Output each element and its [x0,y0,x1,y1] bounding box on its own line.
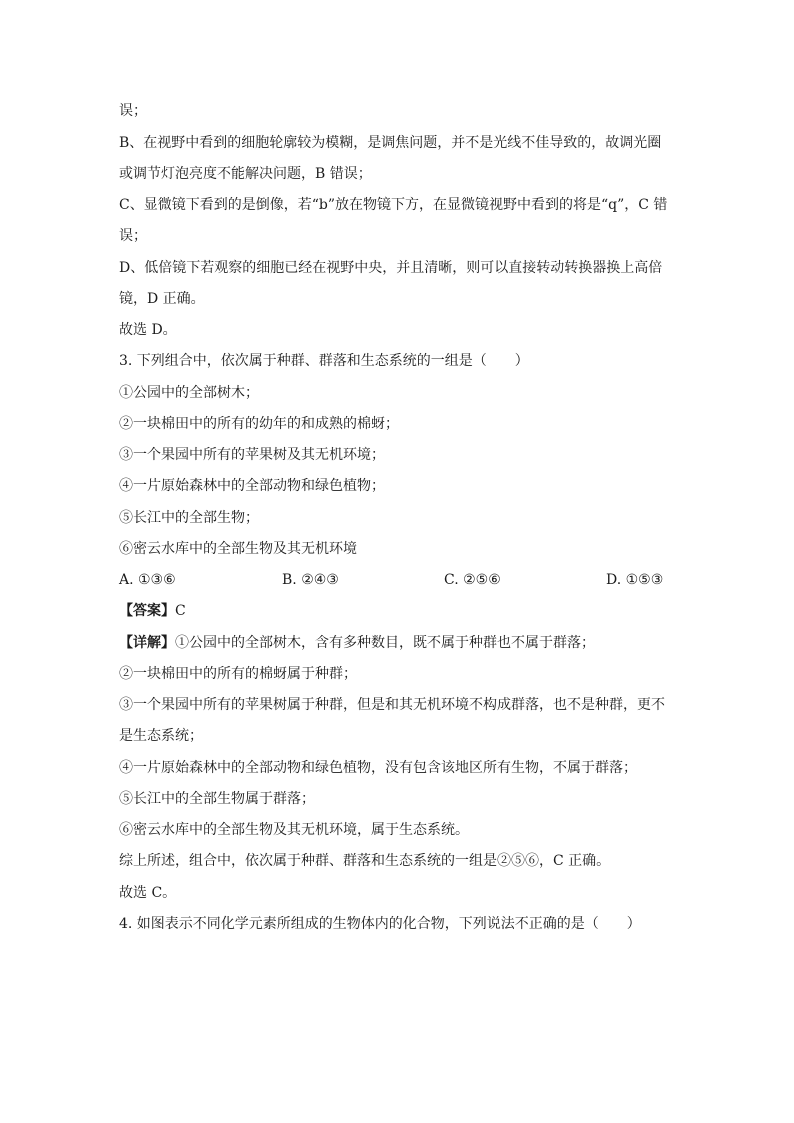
option-d: D. ①⑤③ [606,572,664,588]
text-line: ③一个果园中所有的苹果树属于种群，但是和其无机环境不构成群落，也不是种群，更不 [119,697,665,713]
text-line: ①公园中的全部树木； [119,385,259,401]
answer-line [119,601,186,621]
text-line: 镜，D 正确。 [119,291,205,307]
text-line: 故选 C。 [119,885,177,901]
answer-text: C [175,603,186,619]
text-line: ⑤长江中的全部生物； [119,510,259,526]
question-4-stem: 4. 如图表示不同化学元素所组成的生物体内的化合物，下列说法不正确的是（ ） [119,916,641,932]
detail-text: ①公园中的全部树木，含有多种数目，既不属于种群也不属于群落； [175,635,595,651]
text-line: 是生态系统； [119,728,203,744]
text-line: ④一片原始森林中的全部动物和绿色植物； [119,478,385,494]
text-line: D、低倍镜下若观察的细胞已经在视野中央，并且清晰，则可以直接转动转换器换上高倍 [119,260,663,276]
text-line: 误； [119,103,147,119]
text-line: ⑤长江中的全部生物属于群落； [119,791,315,807]
text-line: ④一片原始森林中的全部动物和绿色植物，没有包含该地区所有生物，不属于群落； [119,760,637,776]
option-a: A. ①③⑥ [119,572,176,588]
question-3-stem: 3. 下列组合中，依次属于种群、群落和生态系统的一组是（ ） [119,353,529,369]
answer-tag: 【答案】 [119,603,175,619]
option-b: B. ②④③ [282,572,339,588]
detail-line [119,633,595,653]
text-line: ②一块棉田中的所有的幼年的和成熟的棉蚜； [119,416,399,432]
text-line: 或调节灯泡亮度不能解决问题，B 错误； [119,166,372,182]
text-line: ⑥密云水库中的全部生物及其无机环境 [119,541,357,557]
text-line: 误； [119,228,147,244]
text-line: 综上所述，组合中，依次属于种群、群落和生态系统的一组是②⑤⑥，C 正确。 [119,853,611,869]
option-c: C. ②⑤⑥ [444,572,501,588]
text-line: ②一块棉田中的所有的棉蚜属于种群； [119,666,357,682]
detail-tag: 【详解】 [119,635,175,651]
text-line: B、在视野中看到的细胞轮廓较为模糊，是调焦问题，并不是光线不佳导致的，故调光圈 [119,135,662,151]
text-line: ③一个果园中所有的苹果树及其无机环境； [119,447,385,463]
text-line: C、显微镜下看到的是倒像，若“b”放在物镜下方，在显微镜视野中看到的将是“q”，C 错 [119,197,668,213]
text-line: 故选 D。 [119,322,177,338]
text-line: ⑥密云水库中的全部生物及其无机环境，属于生态系统。 [119,822,469,838]
